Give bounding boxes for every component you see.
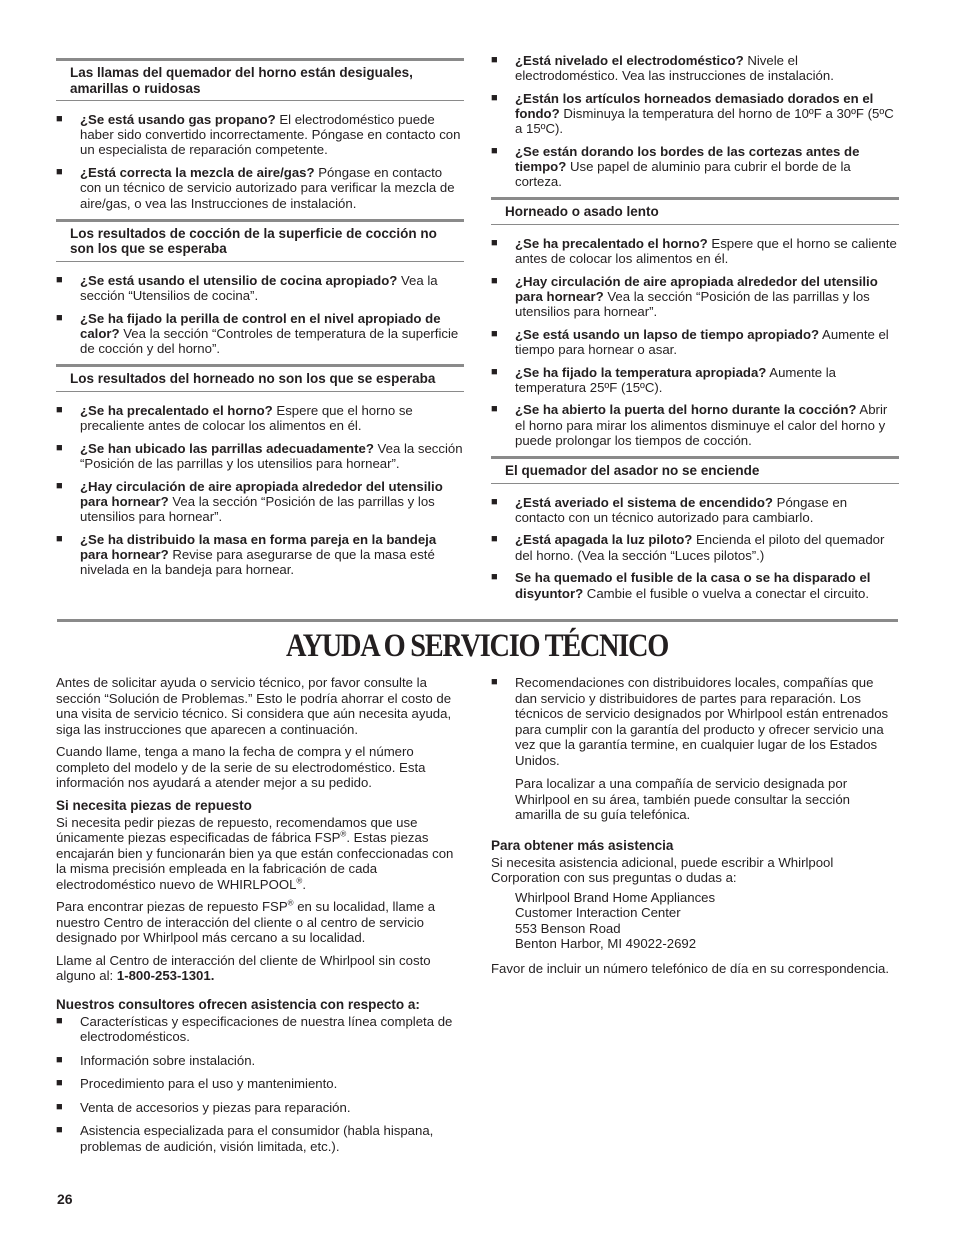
section-broil-burner xyxy=(491,456,899,601)
address-line: 553 Benson Road xyxy=(515,920,621,936)
list-item: ■ ¿Está nivelado el electrodoméstico? Nivele el electrodoméstico. Vea las instrucciones de instalación. xyxy=(491,53,899,83)
list-item: ■ ¿Se ha abierto la puerta del horno durante la cocción? Abrir el horno para mirar los alimentos disminuye el calor del horno y puede prolongar los tiempos de cocción. xyxy=(491,402,899,448)
list-item: ■ Recomendaciones con distribuidores locales, compañías que dan servicio y distribuidores de partes para reparación. Los técnicos de servicio designados por Whirlpool están entrenados para cumplir con la garantía del producto y ofrecer servicio una vez que la garantía termine, en cualquier lugar de los Estados Unidos. xyxy=(491,675,899,768)
address-line: Whirlpool Brand Home Appliances xyxy=(515,889,716,905)
list-item: ■ ¿Se ha fijado la temperatura apropiada? Aumente la temperatura 25ºF (15ºC). xyxy=(491,365,899,395)
list-item: ■ ¿Hay circulación de aire apropiada alrededor del utensilio para hornear? Vea la sección “Posición de las parrillas y los utensilios para hornear”. xyxy=(56,479,464,525)
list-item: ■ ¿Se ha precalentado el horno? Espere que el horno se caliente antes de colocar los alimentos en él. xyxy=(491,236,899,266)
list-item: ■ ¿Se ha distribuido la masa en forma pareja en la bandeja para hornear? Revise para asegurarse de que la masa esté nivelada en la bandeja para hornear. xyxy=(56,532,464,578)
list-item: ■ Información sobre instalación. xyxy=(56,1053,464,1069)
list-item: ■ ¿Se ha fijado la perilla de control en el nivel apropiado de calor? Vea la sección “Controles de temperatura de la superficie de cocción y del horno”. xyxy=(56,311,464,357)
list-item: ■ ¿Está apagada la luz piloto? Encienda el piloto del quemador del horno. (Vea la sección “Luces pilotos”.) xyxy=(491,532,899,562)
list-item: ■ ¿Se están dorando los bordes de las cortezas antes de tiempo? Use papel de aluminio para cubrir el borde de la corteza. xyxy=(491,144,899,190)
closing-paragraph: Favor de incluir un número telefónico de día en su correspondencia. xyxy=(491,960,890,976)
section-uneven-flames xyxy=(56,58,464,211)
page-title: AYUDA O SERVICIO TÉCNICO xyxy=(285,628,669,664)
list-item: ■ ¿Están los artículos horneados demasiado dorados en el fondo? Disminuya la temperatura del horno de 10ºF a 30ºF (5ºC a 15ºC). xyxy=(491,91,899,137)
section-heading: Los resultados de cocción de la superficie de cocción no son los que se esperaba xyxy=(56,222,464,262)
address-line: Benton Harbor, MI 49022-2692 xyxy=(515,936,697,951)
section-slow-baking xyxy=(491,197,899,448)
parts-heading: Si necesita piezas de repuesto xyxy=(56,797,252,813)
section-heading: Las llamas del quemador del horno están desiguales, amarillas o ruidosas xyxy=(56,61,464,101)
parts-paragraph: Si necesita pedir piezas de repuesto, recomendamos que use únicamente piezas especificadas de fábrica FSP®. Estas piezas encajarán bien y funcionarán bien ya que están confeccionadas con la misma precisión empleada en la fabricación de cada electrodoméstico nuevo de WHIRLPOOL®. xyxy=(56,814,454,892)
section-heading: Los resultados del horneado no son los que se esperaba xyxy=(56,367,464,392)
right-troubleshooting-column xyxy=(491,53,899,608)
section-baking-results xyxy=(56,364,464,577)
phone-paragraph: Llame al Centro de interacción del cliente de Whirlpool sin costo alguno al: 1-800-253-1301. xyxy=(56,952,431,983)
list-item: ■ Asistencia especializada para el consumidor (habla hispana, problemas de audición, visión limitada, etc.). xyxy=(56,1123,464,1154)
section-cooktop-results xyxy=(56,219,464,357)
phone-number: 1-800-253-1301. xyxy=(116,968,215,983)
address-line: Customer Interaction Center xyxy=(515,905,681,920)
list-item: ■ ¿Está averiado el sistema de encendido? Póngase en contacto con un técnico autorizado para cambiarlo. xyxy=(491,495,899,525)
list-item: ■ Se ha quemado el fusible de la casa o se ha disparado el disyuntor? Cambie el fusible o vuelva a conectar el circuito. xyxy=(491,570,899,600)
page-number: 26 xyxy=(57,1191,73,1207)
more-help-paragraph: Si necesita asistencia adicional, puede escribir a Whirlpool Corporation con sus preguntas o dudas a: xyxy=(491,854,834,885)
list-item: ■ Venta de accesorios y piezas para reparación. xyxy=(56,1100,464,1116)
intro-paragraph: Antes de solicitar ayuda o servicio técnico, por favor consulte la sección “Solución de Problemas.” Esto le podría ahorrar el costo de una visita de servicio técnico. Si considera que aún necesita ayuda, siga las instrucciones que aparecen a continuación. xyxy=(56,675,452,737)
section-divider xyxy=(57,619,898,622)
intro-paragraph: Cuando llame, tenga a mano la fecha de compra y el número completo del modelo y de la serie de su electrodoméstico. Esta información nos ayudará a atender mejor a su pedido. xyxy=(56,744,426,790)
list-item: ■ Características y especificaciones de nuestra línea completa de electrodomésticos. xyxy=(56,1014,464,1045)
more-help-heading: Para obtener más asistencia xyxy=(491,837,674,853)
list-item: ■ ¿Está correcta la mezcla de aire/gas? Póngase en contacto con un técnico de servicio autorizado para verificar la mezcla de aire/gas, o vea las Instrucciones de instalación. xyxy=(56,165,464,211)
list-item: ■ ¿Se está usando un lapso de tiempo apropiado? Aumente el tiempo para hornear o asar. xyxy=(491,327,899,357)
help-right-column xyxy=(491,675,899,983)
section-heading: El quemador del asador no se enciende xyxy=(491,459,899,484)
list-item: ■ Procedimiento para el uso y mantenimiento. xyxy=(56,1076,464,1092)
list-item: ■ ¿Se ha precalentado el horno? Espere que el horno se precaliente antes de colocar los alimentos en él. xyxy=(56,403,464,433)
consultants-heading: Nuestros consultores ofrecen asistencia con respecto a: xyxy=(56,996,420,1012)
list-item: ■ ¿Se han ubicado las parrillas adecuadamente? Vea la sección “Posición de las parrillas y los utensilios para hornear”. xyxy=(56,441,464,471)
parts-paragraph: Para encontrar piezas de repuesto FSP® en su localidad, llame a nuestro Centro de interacción del cliente o al centro de servicio designado por Whirlpool más cercano a su localidad. xyxy=(56,898,436,945)
service-paragraph: Para localizar a una compañía de servicio designada por Whirlpool en su área, también puede consultar la sección amarilla de su guía telefónica. xyxy=(515,776,851,822)
help-left-column xyxy=(56,675,464,1162)
list-item: ■ ¿Se está usando gas propano? El electrodoméstico puede haber sido convertido incorrectamente. Póngase en contacto con un especialista de reparación competente. xyxy=(56,112,464,158)
list-item: ■ ¿Se está usando el utensilio de cocina apropiado? Vea la sección “Utensilios de cocina”. xyxy=(56,273,464,303)
list-item: ■ ¿Hay circulación de aire apropiada alrededor del utensilio para hornear? Vea la sección “Posición de las parrillas y los utensilios para hornear”. xyxy=(491,274,899,320)
section-heading: Horneado o asado lento xyxy=(491,200,899,225)
left-troubleshooting-column xyxy=(56,58,464,585)
mailing-address xyxy=(491,890,899,952)
